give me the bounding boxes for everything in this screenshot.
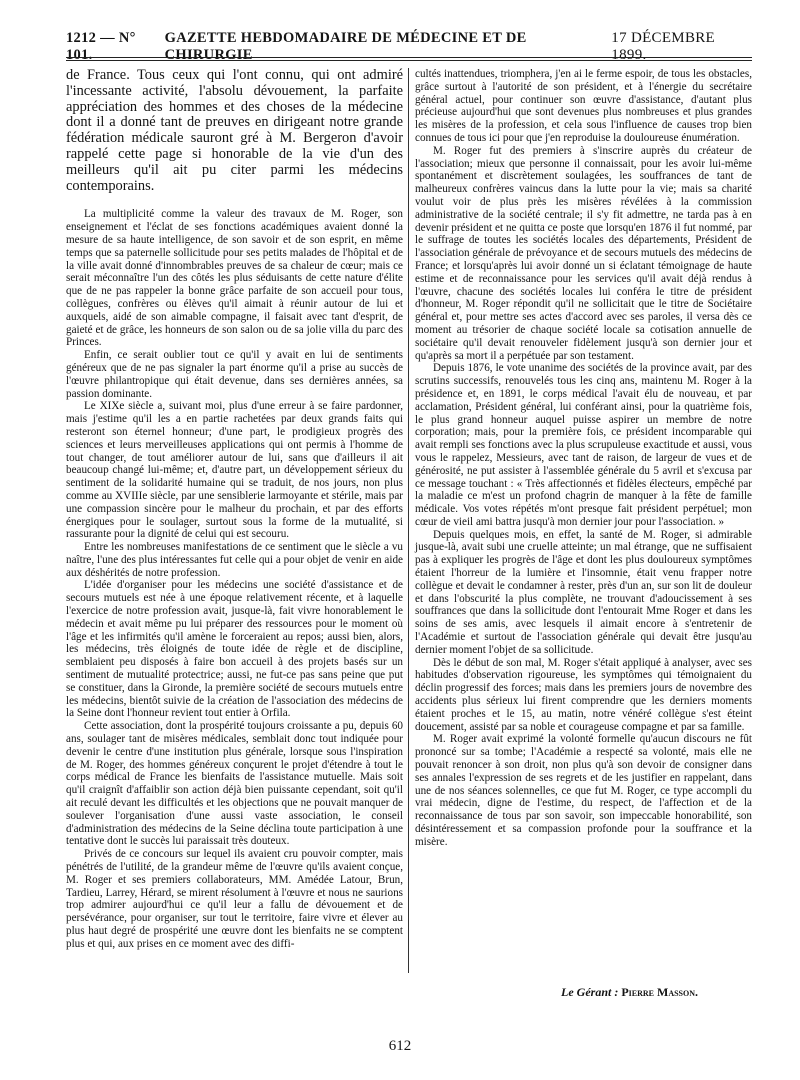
- paragraph: Depuis 1876, le vote unanime des sociétés de la province avait, par des scrutins successifs, renouvelés tous les cinq ans, maintenu M. Roger à la présidence et, en 1891, le corps médical l'avait élu de nouveau, et par acclamation, Président général, lui conférant ainsi, pour la quatrième fois, le plus grand honneur auquel puisse aspirer un membre de notre corporation; mais, pour la première fois, ce président incomparable qui avait rempli ses fonctions avec la plus scrupuleuse exactitude et aussi, vous vous le rappelez, Messieurs, avec tant de raison, de largeur de vues et de générosité, ne put assister à l'assemblée générale du 5 avril et s'excusa par ce message touchant : « Très affectionnés et fidèles électeurs, empêché par la maladie ce m'est un profond chagrin de manquer à la fête de famille médicale. Vos votes répétés m'ont presque fait président perpétuel; mon cœur de vieil ami battra jusqu'à mon dernier jour pour l'association. »: [415, 362, 752, 528]
- paragraph: M. Roger fut des premiers à s'inscrire auprès du créateur de l'association; mieux que personne il connaissait, pour les avoir lui-même spontanément et discrètement soulagées, les souffrances de tant de malheureux confrères vaincus dans la lutte pour la vie; mais sa charité voulut voir de plus près les misères révélées à la commission administrative de la société centrale; il s'y fit admettre, ne tarda pas à en devenir président et ne quitta ce poste que lorsqu'en 1876 il fut nommé, par le suffrage de toutes les sociétés locales des départements, Président de l'association générale de prévoyance et de secours mutuels des médecins de France; et lorsqu'après lui avoir donné un si éclatant témoignage de haute estime et de reconnaissance pour les services qu'il avait déjà rendus à l'œuvre, chacune des sociétés locales lui conféra le titre de président d'honneur, M. Roger répondit qu'il ne sollicitait que le titre de Sociétaire général et, pour mettre ses actes d'accord avec ses paroles, il versa dès ce moment au trésorier de chaque société locale sa cotisation annuelle de sociétaire qu'il devait renouveler fidèlement jusqu'à son dernier jour et qu'après sa mort il a perpétuée par son testament.: [415, 144, 752, 362]
- page-folio: 612: [388, 1038, 412, 1054]
- left-column: [66, 68, 403, 951]
- paragraph: cultés inattendues, triomphera, j'en ai le ferme espoir, de tous les obstacles, grâce surtout à l'autorité de son président, et à l'énergie du secrétaire général actuel, pour continuer son œuvre d'assistance, d'autant plus précieuse aujourd'hui que sont devenues plus nombreuses et plus grandes les misères de la profession, et cela sous l'influence de causes trop bien connues de tous ici pour que j'en reproduise la douloureuse énumération.: [415, 68, 752, 144]
- header-rule-bottom: [66, 60, 752, 61]
- paragraph: Depuis quelques mois, en effet, la santé de M. Roger, si admirable jusque-là, avait subi une cruelle atteinte; un mal étrange, que ne suffisaient pas à expliquer les progrès de l'âge et dont les plus douloureux symptômes étaient l'horreur de la lumière et l'insomnie, était venu frapper notre collègue et devait le condamner à rester, près d'un an, sur son lit de douleur et dans l'obscurité la plus complète, ne trouvant d'adoucissement à ses souffrances que dans la sollicitude dont l'entourait Mme Roger et dans les soins de ses amis, avec lesquels il aimait encore à s'entretenir de l'Académie et surtout de l'association générale qui devait être jusqu'au dernier moment l'objet de sa sollicitude.: [415, 528, 752, 656]
- issue-date: 17 DÉCEMBRE 1899.: [611, 30, 716, 63]
- paragraph: Le XIXe siècle a, suivant moi, plus d'une erreur à se faire pardonner, mais j'estime qu'il les a en partie rachetées par deux grands faits qui resteront son éternel honneur; d'une part, le prodigieux progrès des sciences et leurs merveilleuses applications qui ont permis à l'homme de tout changer, de tout améliorer autour de lui, sans que d'ailleurs il ait beaucoup changé lui-même; et, d'autre part, un développement sérieux du sentiment de la solidarité humaine qui se traduit, de nos jours, non plus comme au XVIIIe siècle, par une sensiblerie larmoyante et stérile, mais par une compassion sincère pour le malheur du prochain, et par des efforts énergiques pour le soulager, surtout sous la forme de la mutualité, si rassurante pour la dignité de celui qui est secouru.: [66, 400, 403, 541]
- right-column: [415, 68, 752, 849]
- running-header: [66, 30, 752, 68]
- paragraph: Entre les nombreuses manifestations de ce sentiment que le siècle a vu naître, l'une des plus intéressantes fut celle qui a pour objet de venir en aide aux déshérités de notre profession.: [66, 541, 403, 579]
- paragraph: M. Roger avait exprimé la volonté formelle qu'aucun discours ne fût prononcé sur sa tombe; l'Académie a respecté sa volonté, mais elle ne pouvait renoncer à son droit, non plus qu'à son devoir de consigner dans ses annales l'expression de ses regrets et de les justifier en rappelant, dans une de nos séances solennelles, ce que fut M. Roger, ce type accompli du vrai médecin, digne de l'estime, du respect, de l'affection et de la reconnaissance de tous par son savoir, son impeccable honorabilité, son désintéressement et sa compassion profonde pour la souffrance et la misère.: [415, 733, 752, 848]
- article-body: [66, 68, 752, 968]
- paragraph: La multiplicité comme la valeur des travaux de M. Roger, son enseignement et l'éclat de ses fonctions académiques avaient donné la mesure de sa haute intelligence, de son savoir et de son esprit, en même temps que sa paternelle sollicitude pour ses petits malades de l'hôpital et de la ville avait donné d'innombrables preuves de sa chaleur de cœur; mais ce serait méconnaître l'un des côtés les plus séduisants de cette nature d'élite que de ne pas rappeler la bonne grâce parfaite de son accueil pour tous, collègues, confrères ou élèves qu'il aimait à réunir autour de lui et auxquels, aidé de son aimable compagne, il faisait avec tant d'esprit, de gaieté et de grâce, les honneurs de son salon ou de sa jolie villa du parc des Princes.: [66, 208, 403, 349]
- journal-title: GAZETTE HEBDOMADAIRE DE MÉDECINE ET DE CHIRURGIE: [164, 30, 527, 63]
- paragraph: Cette association, dont la prospérité toujours croissante a pu, depuis 60 ans, soulager tant de misères médicales, semblait donc tout indiquée pour devenir le centre d'une institution plus générale, lorsque sous l'inspiration de M. Roger, des hommes généreux conçurent le projet d'étendre à tout le corps médical de France les bienfaits de l'assistance mutuelle. Mais soit qu'il craignît d'affaiblir son action déjà bien puissante cependant, soit qu'il ait reculé devant les difficultés et les objections que ne pouvait manquer de soulever l'organisation d'une aussi vaste association, le conseil d'administration des médecins de la Seine déclina toute participation à une tentative dont le succès lui paraissait très douteux.: [66, 720, 403, 848]
- header-rule-top: [66, 57, 752, 58]
- page-issue-number: 1212 — N° 101.: [66, 30, 136, 63]
- paragraph: L'idée d'organiser pour les médecins une société d'assistance et de secours mutuels est née à une époque relativement récente, et à laquelle l'exercice de notre profession avait, jusque-là, fait vivre honorablement le médecin et avait même pu lui préparer des ressources pour le moment où l'âge et les infirmités qu'il amène le forceraient au repos; aussi bien, alors, les médecins, très éloignés de toute idée de règle et de discipline, semblaient peu disposés à faire bon accueil à des projets basés sur un sentiment de mutualité protectrice; aussi, ne fut-ce pas sans peine que put se constituer, dans la Gironde, la première société de secours mutuels entre les médecins, bientôt suivie de la création de l'association des médecins de la Seine dont l'honneur revient tout entier à Orfila.: [66, 579, 403, 720]
- signature-name: Pierre Masson.: [621, 985, 698, 999]
- paragraph: Privés de ce concours sur lequel ils avaient cru pouvoir compter, mais pénétrés de l'utilité, de la grandeur même de l'œuvre qu'ils avaient conçue, M. Roger et ses premiers collaborateurs, MM. Amédée Latour, Brun, Tardieu, Larrey, Hérard, se mirent résolument à l'œuvre et nous ne saurions trop admirer aujourd'hui ce qu'il leur a fallu de dévouement et de persévérance, pour organiser, sur tout le territoire, faire vivre et élever au plus haut degré de prospérité une œuvre dont les bienfaits ne se comptent plus et qui, aux prises en ce moment avec des diffi-: [66, 848, 403, 950]
- paragraph: Dès le début de son mal, M. Roger s'était appliqué à analyser, avec ses habitudes d'observation rigoureuse, les symptômes qui témoignaient du déclin progressif des forces; mais dans les premiers jours de novembre des accidents plus sérieux lui firent comprendre que les derniers moments étaient proches et le 15, au matin, notre vénéré collègue s'est éteint doucement, assisté par sa noble et courageuse compagne et par sa famille.: [415, 656, 752, 733]
- signature-label: Le Gérant :: [561, 985, 619, 999]
- paragraph: de France. Tous ceux qui l'ont connu, qui ont admiré l'incessante activité, l'absolu dévouement, la parfaite appréciation des hommes et des choses de la médecine dont il a donné tant de preuves en dirigeant notre grande fédération médicale sauront gré à M. Bergeron d'avoir rappelé cette page si honorable de la vie d'un des meilleurs qu'il ait pu citer parmi les médecins contemporains.: [66, 67, 403, 194]
- publisher-signature: [561, 985, 698, 1000]
- paragraph: Enfin, ce serait oublier tout ce qu'il y avait en lui de sentiments généreux que de ne pas signaler la part énorme qu'il a prise au succès de l'œuvre philantropique qui était devenue, dans ses dernières années, sa passion dominante.: [66, 349, 403, 400]
- column-divider: [408, 68, 409, 973]
